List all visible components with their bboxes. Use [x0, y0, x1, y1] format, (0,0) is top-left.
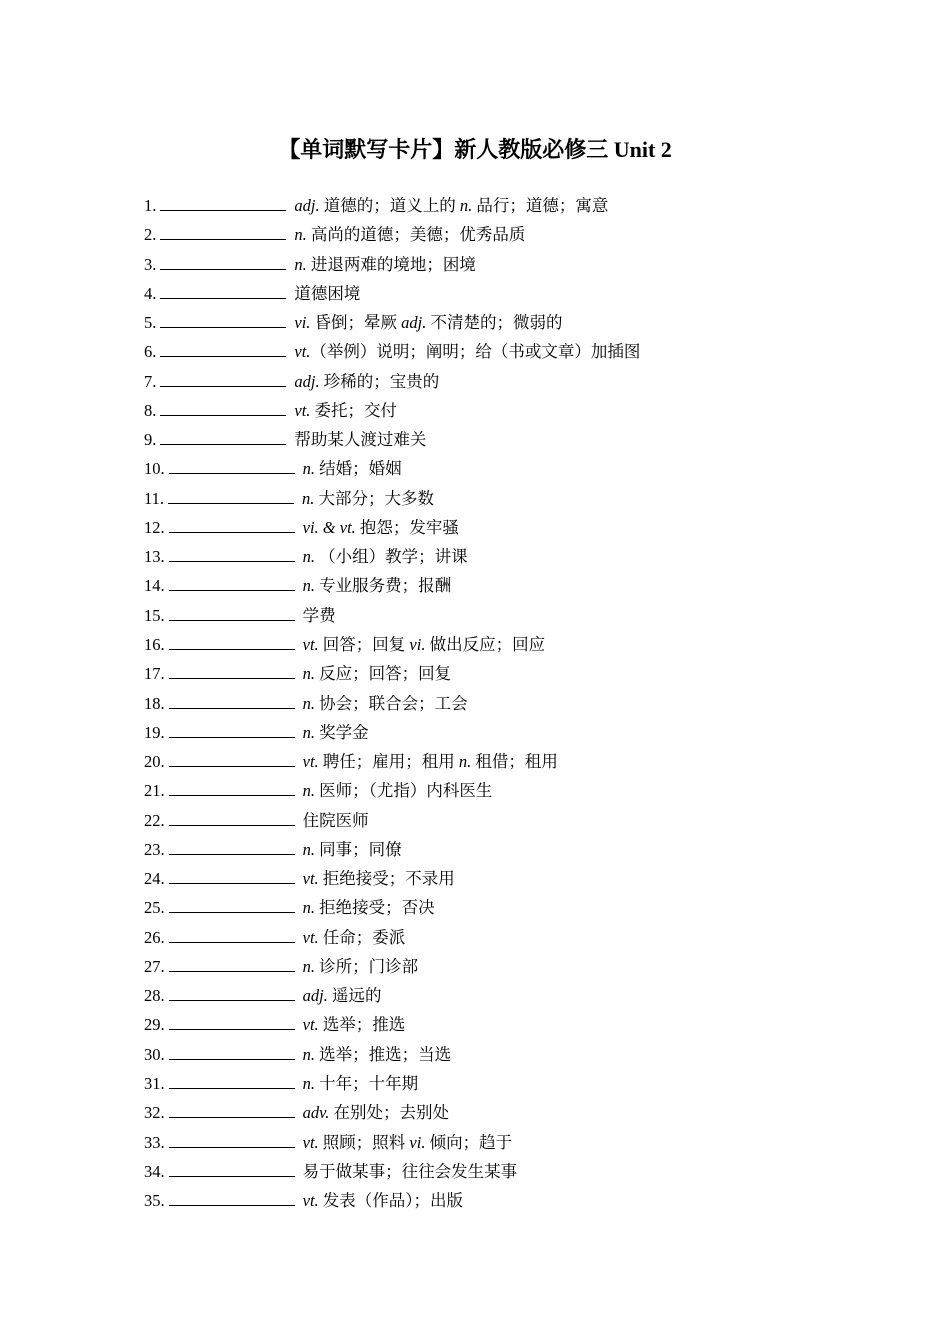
definition-text: 拒绝接受；不录用 — [318, 869, 455, 889]
part-of-speech: vi. — [409, 634, 426, 654]
definition-text: 道德的；道义上的 — [319, 196, 460, 215]
entry-number: 14. — [144, 576, 165, 596]
entry-definition — [294, 196, 608, 215]
definition-text: （举例）说明；阐明；给（书或文章）加插图 — [310, 342, 641, 362]
definition-text: 诊所；门诊部 — [315, 956, 419, 976]
part-of-speech: vt. — [294, 342, 311, 362]
answer-blank[interactable] — [169, 516, 295, 533]
entry-definition — [303, 840, 402, 859]
part-of-speech: n. — [459, 196, 473, 215]
entry-number: 32. — [144, 1103, 165, 1123]
entry-definition — [303, 1015, 406, 1034]
definition-text: 高尚的道德；美德；优秀品质 — [306, 225, 526, 245]
entry-number: 19. — [144, 722, 165, 742]
entry-definition — [303, 1133, 512, 1152]
page-title: 【单词默写卡片】新人教版必修三 Unit 2 — [278, 137, 672, 162]
definition-text: 选举；推选；当选 — [315, 1044, 452, 1064]
vocab-entry — [144, 1128, 844, 1157]
part-of-speech: adv. — [302, 1103, 330, 1123]
part-of-speech: n. — [302, 693, 315, 713]
vocab-entry — [144, 952, 844, 981]
entry-number: 15. — [144, 605, 165, 625]
definition-text: 在别处；去别处 — [329, 1103, 449, 1123]
entry-number: 25. — [144, 898, 165, 918]
answer-blank[interactable] — [169, 867, 295, 884]
entry-definition — [303, 898, 435, 917]
part-of-speech: n. — [302, 898, 315, 918]
entry-definition — [303, 928, 406, 947]
answer-blank[interactable] — [160, 194, 286, 211]
entry-number: 3. — [144, 254, 157, 274]
vocab-entry — [144, 864, 844, 893]
definition-text: 医师；（尤指）内科医生 — [315, 781, 493, 801]
answer-blank[interactable] — [169, 809, 295, 826]
part-of-speech: n. — [302, 488, 315, 508]
answer-blank[interactable] — [169, 662, 295, 679]
part-of-speech: n. — [302, 576, 315, 596]
entry-definition — [303, 1103, 449, 1122]
entry-definition — [294, 284, 360, 303]
vocab-entry — [144, 513, 844, 542]
vocab-entry — [144, 337, 844, 366]
answer-blank[interactable] — [160, 223, 286, 240]
answer-blank[interactable] — [169, 984, 295, 1001]
entry-number: 13. — [144, 547, 165, 567]
answer-blank[interactable] — [169, 896, 295, 913]
entry-definition — [294, 372, 439, 391]
definition-text: 委托；交付 — [310, 400, 398, 420]
entry-definition — [303, 547, 468, 566]
answer-blank[interactable] — [169, 779, 295, 796]
definition-text: 学费 — [302, 605, 336, 625]
definition-text: 道德困境 — [294, 283, 361, 303]
definition-text: 大部分；大多数 — [314, 488, 435, 508]
vocab-entry — [144, 1010, 844, 1039]
definition-text: （小组）教学；讲课 — [315, 547, 468, 567]
entry-definition — [294, 430, 426, 449]
vocab-entry — [144, 1098, 844, 1127]
part-of-speech: vt. — [302, 752, 319, 772]
answer-blank[interactable] — [169, 1101, 295, 1118]
vocab-entry — [144, 659, 844, 688]
part-of-speech: n. — [458, 752, 472, 772]
definition-text: 珍稀的；宝贵的 — [319, 371, 440, 391]
part-of-speech: adj. — [294, 371, 320, 391]
definition-text: 聘任；雇用；租用 — [318, 752, 459, 772]
answer-blank[interactable] — [169, 750, 295, 767]
entry-number: 28. — [144, 986, 165, 1006]
part-of-speech: adj. — [302, 986, 328, 1006]
definition-text: 租借；租用 — [471, 752, 558, 772]
entry-number: 8. — [144, 400, 157, 420]
entry-definition — [303, 752, 558, 771]
vocab-entry — [144, 1069, 844, 1098]
part-of-speech: vi. — [409, 1132, 426, 1152]
entry-definition — [303, 635, 545, 654]
answer-blank[interactable] — [169, 1043, 295, 1060]
part-of-speech: n. — [302, 664, 315, 684]
answer-blank[interactable] — [169, 1189, 295, 1206]
definition-text: 任命；委派 — [318, 927, 406, 947]
answer-blank[interactable] — [169, 457, 295, 474]
vocab-entry — [144, 571, 844, 600]
answer-blank[interactable] — [160, 311, 286, 328]
definition-text: 发表（作品）；出版 — [318, 1191, 464, 1211]
part-of-speech: vt. — [302, 634, 319, 654]
vocab-entry — [144, 1157, 844, 1186]
entry-definition — [303, 1074, 419, 1093]
entry-number: 22. — [144, 810, 165, 830]
entry-number: 6. — [144, 342, 157, 362]
vocab-entry — [144, 425, 844, 454]
entry-definition — [303, 1162, 518, 1181]
entry-number: 1. — [144, 196, 157, 215]
entry-number: 4. — [144, 283, 157, 303]
entry-number: 24. — [144, 869, 165, 889]
entry-number: 9. — [144, 430, 157, 450]
definition-text: 进退两难的境地；困境 — [306, 254, 476, 274]
answer-blank[interactable] — [169, 692, 295, 709]
entry-number: 30. — [144, 1044, 165, 1064]
answer-blank[interactable] — [160, 399, 286, 416]
part-of-speech: vt. — [302, 1015, 319, 1035]
entry-number: 31. — [144, 1073, 165, 1093]
part-of-speech: vi. — [294, 313, 311, 333]
definition-text: 不清楚的；微弱的 — [426, 313, 563, 333]
entry-number: 10. — [144, 459, 165, 479]
entry-definition — [303, 606, 336, 625]
entry-definition — [303, 957, 419, 976]
part-of-speech: n. — [302, 781, 315, 801]
entry-definition — [303, 723, 369, 742]
definition-text: 回答；回复 — [318, 634, 410, 654]
vocab-entry — [144, 747, 844, 776]
entry-definition — [303, 811, 369, 830]
entry-definition — [294, 225, 525, 244]
entry-definition — [302, 489, 434, 508]
entry-definition — [294, 255, 476, 274]
entry-definition — [303, 1191, 463, 1210]
entry-number: 21. — [144, 781, 165, 801]
definition-text: 昏倒；晕厥 — [310, 313, 402, 333]
vocab-entry — [144, 484, 844, 513]
answer-blank[interactable] — [169, 574, 295, 591]
entry-definition — [303, 459, 402, 478]
vocab-entry — [144, 308, 844, 337]
answer-blank[interactable] — [160, 370, 286, 387]
entry-number: 27. — [144, 956, 165, 976]
definition-text: 反应；回答；回复 — [315, 664, 452, 684]
definition-text: 易于做某事；往往会发生某事 — [302, 1161, 518, 1181]
definition-text: 做出反应；回应 — [425, 634, 546, 654]
answer-blank[interactable] — [169, 926, 295, 943]
answer-blank[interactable] — [160, 282, 286, 299]
entry-number: 26. — [144, 927, 165, 947]
definition-text: 协会；联合会；工会 — [315, 693, 468, 713]
vocabulary-list — [144, 191, 844, 1215]
definition-text: 照顾；照料 — [318, 1132, 410, 1152]
entry-number: 17. — [144, 664, 165, 684]
entry-number: 23. — [144, 839, 165, 859]
entry-definition — [294, 401, 397, 420]
part-of-speech: adj. — [294, 196, 320, 215]
vocab-entry — [144, 250, 844, 279]
answer-blank[interactable] — [169, 1160, 295, 1177]
entry-number: 34. — [144, 1161, 165, 1181]
answer-blank[interactable] — [169, 1131, 295, 1148]
definition-text: 遥远的 — [327, 986, 382, 1006]
part-of-speech: n. — [302, 722, 315, 742]
entry-definition — [294, 342, 640, 361]
part-of-speech: vt. — [302, 927, 319, 947]
vocab-entry — [144, 893, 844, 922]
part-of-speech: vi. & vt. — [302, 517, 356, 537]
answer-blank[interactable] — [169, 633, 295, 650]
part-of-speech: n. — [302, 459, 315, 479]
vocab-entry — [144, 689, 844, 718]
part-of-speech: adj. — [401, 313, 427, 333]
definition-text: 帮助某人渡过难关 — [294, 430, 427, 450]
part-of-speech: n. — [294, 225, 307, 245]
vocab-entry — [144, 835, 844, 864]
part-of-speech: n. — [302, 1044, 315, 1064]
answer-blank[interactable] — [169, 721, 295, 738]
definition-text: 结婚；婚姻 — [315, 459, 402, 479]
part-of-speech: vt. — [302, 1191, 319, 1211]
definition-text: 住院医师 — [302, 810, 369, 830]
definition-text: 品行；道德；寓意 — [472, 196, 609, 215]
vocab-entry — [144, 923, 844, 952]
answer-blank[interactable] — [168, 487, 294, 504]
answer-blank[interactable] — [169, 604, 295, 621]
answer-blank[interactable] — [169, 1072, 295, 1089]
vocab-entry — [144, 220, 844, 249]
vocab-entry — [144, 981, 844, 1010]
entry-definition — [303, 576, 452, 595]
vocab-entry — [144, 367, 844, 396]
answer-blank[interactable] — [160, 428, 286, 445]
vocab-entry — [144, 1040, 844, 1069]
vocab-entry — [144, 191, 844, 220]
entry-number: 20. — [144, 752, 165, 772]
vocab-entry — [144, 542, 844, 571]
vocab-entry — [144, 806, 844, 835]
answer-blank[interactable] — [169, 955, 295, 972]
vocab-entry — [144, 454, 844, 483]
entry-definition — [294, 313, 562, 332]
answer-blank[interactable] — [169, 838, 295, 855]
part-of-speech: vt. — [302, 1132, 319, 1152]
entry-definition — [303, 986, 382, 1005]
entry-definition — [303, 781, 493, 800]
entry-number: 29. — [144, 1015, 165, 1035]
part-of-speech: n. — [302, 547, 315, 567]
definition-text: 倾向；趋于 — [425, 1132, 513, 1152]
definition-text: 抱怨；发牢骚 — [355, 517, 459, 537]
entry-number: 33. — [144, 1132, 165, 1152]
vocab-entry — [144, 718, 844, 747]
part-of-speech: vt. — [294, 400, 311, 420]
part-of-speech: vt. — [302, 869, 319, 889]
definition-text: 奖学金 — [315, 722, 369, 742]
entry-number: 11. — [144, 488, 165, 508]
part-of-speech: n. — [294, 254, 307, 274]
entry-number: 18. — [144, 693, 165, 713]
entry-number: 2. — [144, 225, 157, 245]
entry-definition — [303, 518, 459, 537]
definition-text: 同事；同僚 — [315, 839, 402, 859]
vocab-entry — [144, 279, 844, 308]
entry-number: 5. — [144, 313, 157, 333]
entry-number: 16. — [144, 634, 165, 654]
answer-blank[interactable] — [169, 545, 295, 562]
definition-text: 十年；十年期 — [315, 1073, 419, 1093]
entry-number: 12. — [144, 517, 165, 537]
answer-blank[interactable] — [169, 1013, 295, 1030]
part-of-speech: n. — [302, 1073, 315, 1093]
vocab-entry — [144, 776, 844, 805]
answer-blank[interactable] — [160, 253, 286, 270]
vocab-entry — [144, 630, 844, 659]
entry-definition — [303, 869, 455, 888]
entry-number: 35. — [144, 1191, 165, 1211]
definition-text: 专业服务费；报酬 — [315, 576, 452, 596]
vocab-entry — [144, 601, 844, 630]
entry-definition — [303, 1045, 452, 1064]
vocab-entry — [144, 1186, 844, 1215]
entry-number: 7. — [144, 371, 157, 391]
vocab-entry — [144, 396, 844, 425]
definition-text: 拒绝接受；否决 — [315, 898, 435, 918]
answer-blank[interactable] — [160, 340, 286, 357]
part-of-speech: n. — [302, 956, 315, 976]
entry-definition — [303, 664, 452, 683]
definition-text: 选举；推选 — [318, 1015, 406, 1035]
part-of-speech: n. — [302, 839, 315, 859]
entry-definition — [303, 694, 468, 713]
